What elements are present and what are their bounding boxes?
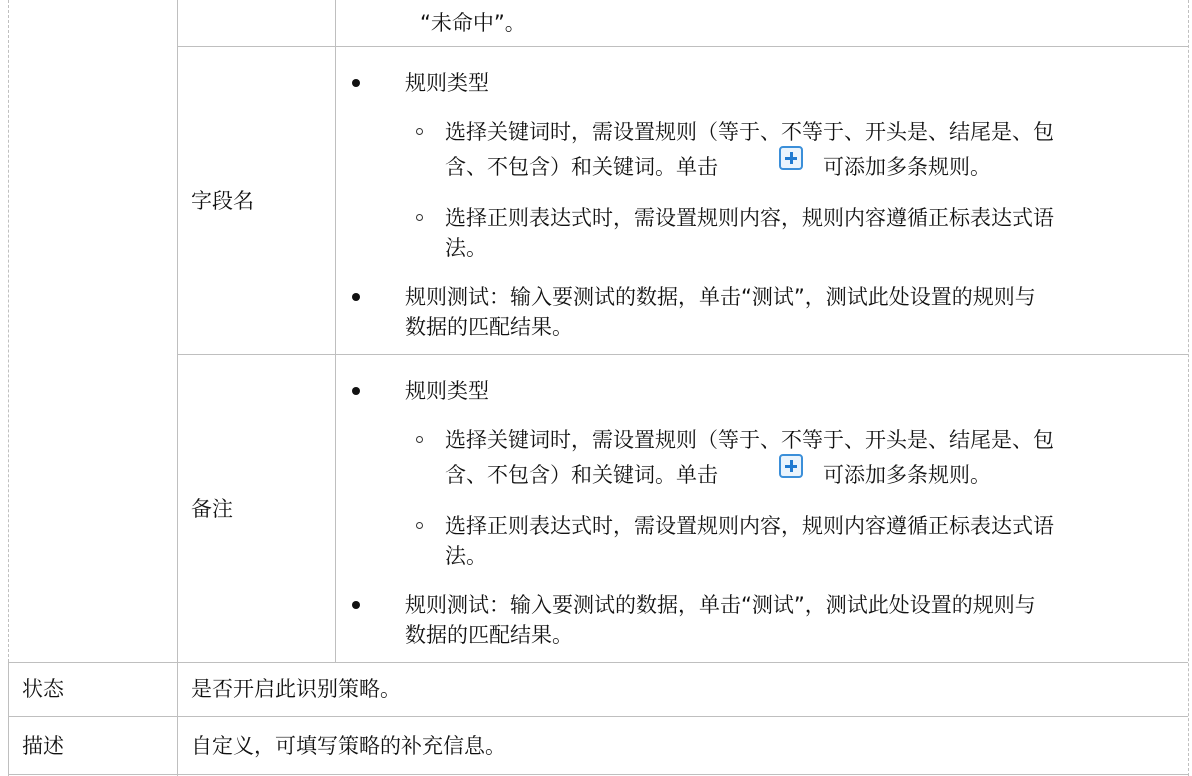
field-name-label: 字段名 <box>191 189 254 213</box>
parameter-table <box>8 0 1189 776</box>
rule-type-heading: 规则类型 <box>405 71 489 95</box>
row-divider-field-remark <box>177 354 1188 355</box>
row-divider-remark-status <box>8 662 1188 663</box>
keyword-rule-line2b: 可添加多条规则。 <box>823 463 991 487</box>
table-left-border <box>8 0 9 662</box>
bullet-circle <box>416 522 423 529</box>
rule-type-heading: 规则类型 <box>405 379 489 403</box>
keyword-rule-line1: 选择关键词时，需设置规则（等于、不等于、开头是、结尾是、包 <box>445 120 1054 144</box>
table-left-border-bottom <box>8 662 9 776</box>
regex-rule-line1: 选择正则表达式时，需设置规则内容，规则内容遵循正标表达式语 <box>445 514 1054 538</box>
rule-test-line1: 规则测试：输入要测试的数据，单击“测试”，测试此处设置的规则与 <box>405 593 1036 617</box>
bullet-circle <box>416 128 423 135</box>
plus-icon <box>779 146 803 170</box>
rule-test-line1: 规则测试：输入要测试的数据，单击“测试”，测试此处设置的规则与 <box>405 285 1036 309</box>
keyword-rule-line2a: 含、不包含）和关键词。单击 <box>445 463 718 487</box>
bullet-circle <box>416 436 423 443</box>
column-divider-1 <box>177 0 178 776</box>
table-right-border <box>1188 0 1189 776</box>
table-bottom-border <box>8 774 1188 775</box>
status-description: 是否开启此识别策略。 <box>191 677 401 701</box>
bullet-disc <box>352 293 360 301</box>
bullet-circle <box>416 214 423 221</box>
status-label: 状态 <box>22 677 64 701</box>
column-divider-2 <box>335 0 336 662</box>
plus-icon <box>779 454 803 478</box>
top-row-text: “未命中”。 <box>420 11 526 35</box>
rule-test-line2: 数据的匹配结果。 <box>405 623 573 647</box>
regex-rule-line1: 选择正则表达式时，需设置规则内容，规则内容遵循正标表达式语 <box>445 206 1054 230</box>
keyword-rule-line1: 选择关键词时，需设置规则（等于、不等于、开头是、结尾是、包 <box>445 428 1054 452</box>
row-divider-status-desc <box>8 716 1188 717</box>
regex-rule-line2: 法。 <box>445 544 487 568</box>
remark-label: 备注 <box>191 497 233 521</box>
keyword-rule-line2b: 可添加多条规则。 <box>823 155 991 179</box>
keyword-rule-line2a: 含、不包含）和关键词。单击 <box>445 155 718 179</box>
bullet-disc <box>352 79 360 87</box>
description-label: 描述 <box>22 734 64 758</box>
rule-test-line2: 数据的匹配结果。 <box>405 315 573 339</box>
regex-rule-line2: 法。 <box>445 236 487 260</box>
bullet-disc <box>352 387 360 395</box>
row-divider-top <box>177 46 1188 47</box>
description-text: 自定义，可填写策略的补充信息。 <box>191 734 506 758</box>
bullet-disc <box>352 601 360 609</box>
